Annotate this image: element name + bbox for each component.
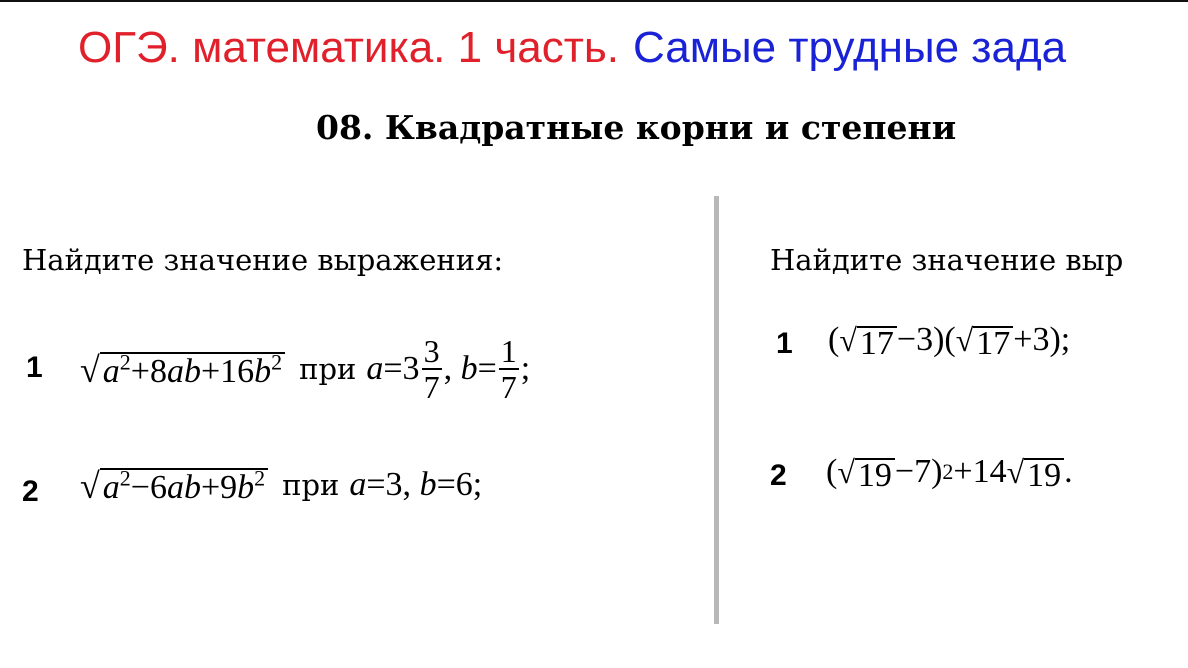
radical-sign: √ <box>1006 454 1025 490</box>
radicand: 19 <box>855 458 895 492</box>
cond-b-var: b <box>460 350 478 387</box>
coef: +8 <box>130 353 167 390</box>
paren: ( <box>826 453 838 490</box>
plus-term: +14 <box>953 453 1007 490</box>
square-root <box>839 320 897 360</box>
semicolon: ; <box>1060 321 1071 358</box>
square-root <box>1007 452 1065 492</box>
denominator: 7 <box>500 369 517 405</box>
left-instruction: Найдите значение выражения: <box>22 243 504 277</box>
middle: −7) <box>894 453 943 490</box>
comma: , <box>443 350 461 387</box>
semicolon: ; <box>520 350 531 387</box>
numerator: 3 <box>423 333 440 369</box>
radical-sign: √ <box>839 322 857 358</box>
radicand: 17 <box>857 326 897 360</box>
cond-a-var: a <box>349 466 367 503</box>
page-header <box>78 22 1066 74</box>
left-task-2-expression <box>80 464 482 506</box>
exponent: 2 <box>119 349 131 375</box>
tail: +3) <box>1013 321 1061 358</box>
header-blue-text: Самые трудные зада <box>633 23 1067 72</box>
column-divider <box>714 196 719 624</box>
topic-title: 08. Квадратные корни и степени <box>316 108 957 147</box>
right-task-2-expression: ( √ 19 −7) 2 +14 √ 19 . <box>826 453 1073 494</box>
right-task-1-expression <box>828 320 1070 360</box>
square-root <box>80 348 285 390</box>
left-task-1-expression <box>80 334 530 404</box>
square-root <box>956 320 1014 360</box>
exponent: 2 <box>119 465 131 491</box>
var-a: a <box>102 353 120 390</box>
cond-b-val: =6 <box>436 466 473 503</box>
radicand <box>100 465 268 506</box>
radical-sign: √ <box>80 350 100 390</box>
var-ab: ab <box>166 469 201 506</box>
var-ab: ab <box>166 353 201 390</box>
cond-b-var: b <box>419 466 437 503</box>
radical-sign: √ <box>80 466 100 506</box>
radicand <box>100 349 285 390</box>
cond-b-fraction <box>499 334 519 404</box>
left-task-1-number: 1 <box>26 351 43 384</box>
word-pri: при <box>299 352 357 386</box>
var-a: a <box>102 469 120 506</box>
left-task-2-number: 2 <box>22 475 39 508</box>
paren: ( <box>828 321 840 358</box>
square-root <box>837 452 895 492</box>
cond-a-var: a <box>366 350 384 387</box>
header-red-text: ОГЭ. математика. 1 часть. <box>78 23 620 72</box>
space <box>411 465 420 505</box>
radicand: 19 <box>1024 458 1064 492</box>
word-pri: при <box>282 468 340 502</box>
denominator: 7 <box>423 369 440 405</box>
exponent: 2 <box>254 465 266 491</box>
coef: +16 <box>200 353 255 390</box>
coef: +9 <box>200 469 238 506</box>
top-border-line <box>0 0 1188 2</box>
square-root <box>80 464 268 506</box>
var-b: b <box>237 469 255 506</box>
coef: −6 <box>130 469 167 506</box>
cond-a-fraction <box>422 334 442 404</box>
period: . <box>1064 453 1073 490</box>
right-instruction: Найдите значение выр <box>770 243 1124 277</box>
semicolon: ; <box>472 466 483 503</box>
right-task-1-number: 1 <box>776 327 793 360</box>
var-b: b <box>254 353 272 390</box>
cond-b-eq: = <box>477 350 497 387</box>
numerator: 1 <box>500 333 517 369</box>
radicand: 17 <box>973 326 1013 360</box>
middle: −3)( <box>896 321 956 358</box>
exponent: 2 <box>271 349 283 375</box>
cond-a-val: =3, <box>366 466 412 503</box>
right-task-2-number: 2 <box>770 459 787 492</box>
radical-sign: √ <box>955 322 974 358</box>
radical-sign: √ <box>837 454 855 490</box>
cond-a-whole: =3 <box>383 350 420 387</box>
